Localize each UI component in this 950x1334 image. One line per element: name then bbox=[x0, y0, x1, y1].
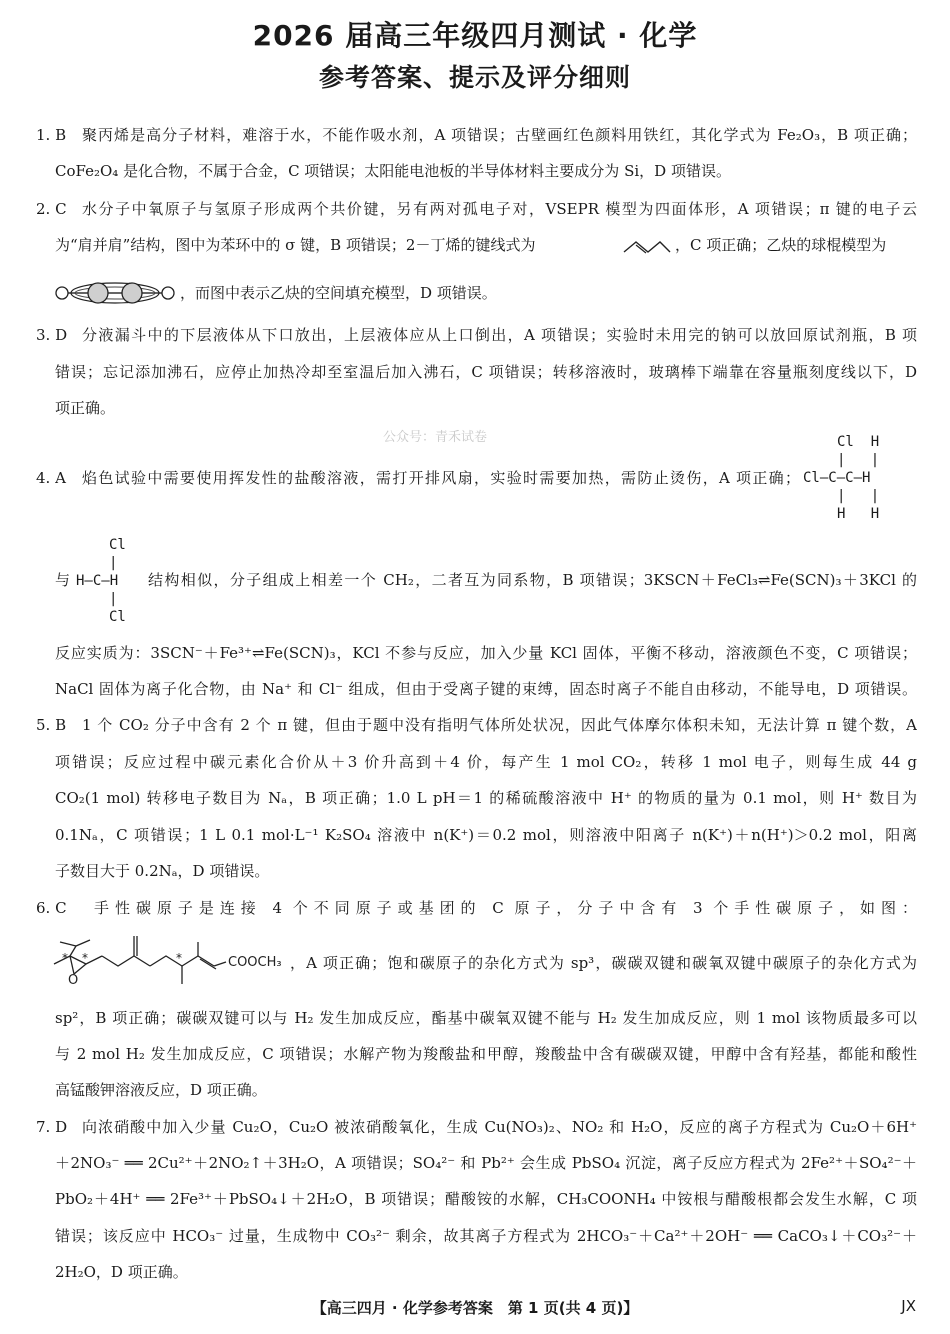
answer-6-line-4: 与 2 mol H₂ 发生加成反应，C 项错误；水解产物为羧酸盐和甲醇，羧酸盐中含有碳碳双键，甲醇中含有羟基，都能和酸性 bbox=[55, 1045, 917, 1063]
answer-3-number: 3. D bbox=[36, 326, 68, 344]
answer-6-number: 6. C bbox=[36, 899, 67, 917]
answer-4-line-4: 反应实质为：3SCN⁻＋Fe³⁺⇌Fe(SCN)₃，KCl 不参与反应，加入少量 KCl 固体，平衡不移动，溶液颜色不变，C 项错误； bbox=[55, 644, 917, 662]
structure-bottom-row: Cl bbox=[109, 609, 126, 625]
answer-7-line-1: 向浓硝酸中加入少量 Cu₂O，Cu₂O 被浓硝酸氧化，生成 Cu(NO₃)₂、NO₂ 和 H₂O，反应的离子方程式为 Cu₂O＋6H⁺ bbox=[82, 1118, 917, 1136]
structure-top-row: Cl bbox=[109, 537, 126, 553]
answer-2-line-3: ，C 项正确；乙炔的球棍模型为 bbox=[675, 236, 887, 254]
answer-5-line-5: 子数目大于 0.2Nₐ，D 项错误。 bbox=[55, 862, 270, 880]
answer-2-line-4: ，而图中表示乙炔的空间填充模型，D 项错误。 bbox=[180, 284, 497, 302]
answer-7-number: 7. D bbox=[36, 1118, 68, 1136]
answer-6-line-1: 手性碳原子是连接 4 个不同原子或基团的 C 原子，分子中含有 3 个手性碳原子，如图： bbox=[94, 899, 917, 917]
butene-skeletal-icon bbox=[622, 236, 672, 258]
answer-6-line-5: 高锰酸钾溶液反应，D 项正确。 bbox=[55, 1081, 267, 1099]
structure-bond-row: | bbox=[109, 555, 118, 571]
answer-5-line-1: 1 个 CO₂ 分子中含有 2 个 π 键，但由于题中没有指明气体所处状况，因此气体摩尔体积未知，无法计算 π 键个数，A bbox=[82, 716, 917, 734]
answer-3-line-3: 项正确。 bbox=[55, 399, 116, 417]
structure-bond-row: | | bbox=[837, 488, 880, 504]
answer-2-line-2: 为“肩并肩”结构，图中为苯环中的 σ 键，B 项错误；2－丁烯的键线式为 bbox=[55, 236, 536, 254]
answer-5-line-3: CO₂(1 mol) 转移电子数目为 Nₐ，B 项正确；1.0 L pH＝1 的稀硫酸溶液中 H⁺ 的物质的量为 0.1 mol，则 H⁺ 数目为 bbox=[55, 789, 917, 807]
footer-code: JX bbox=[901, 1297, 916, 1315]
page-footer: 【高三四月 · 化学参考答案 第 1 页(共 4 页)】 bbox=[311, 1299, 639, 1317]
answer-1-line-1: 聚丙烯是高分子材料，难溶于水，不能作吸水剂，A 项错误；古壁画红色颜料用铁红，其化学式为 Fe₂O₃，B 项正确； bbox=[82, 126, 917, 144]
answer-2-line-1: 水分子中氧原子与氢原子形成两个共价键，另有两对孤电子对，VSEPR 模型为四面体形，A 项错误；π 键的电子云 bbox=[82, 200, 917, 218]
structure-middle-row: H—C—H bbox=[76, 573, 119, 589]
answer-7-line-4: 错误；该反应中 HCO₃⁻ 过量，生成物中 CO₃²⁻ 剩余，故其离子方程式为 2HCO₃⁻＋Ca²⁺＋2OH⁻ ══ CaCO₃↓＋CO₃²⁻＋ bbox=[55, 1227, 917, 1245]
chiral-mark: * bbox=[82, 951, 88, 965]
ester-structure-diagram bbox=[50, 928, 290, 990]
answer-5-number: 5. B bbox=[36, 716, 67, 734]
structure-bond-row: | bbox=[109, 591, 118, 607]
answer-4-line-1: 焰色试验中需要使用挥发性的盐酸溶液，需打开排风扇，实验时需要加热，需防止烫伤，A 项正确； bbox=[82, 469, 800, 487]
ester-group-label: COOCH₃ bbox=[228, 955, 282, 970]
answer-4-number: 4. A bbox=[36, 469, 66, 487]
answer-1-number: 1. B bbox=[36, 126, 67, 144]
answer-2-number: 2. C bbox=[36, 200, 67, 218]
acetylene-space-filling-model bbox=[52, 280, 180, 306]
structure-middle-row: Cl—C—C—H bbox=[803, 470, 871, 486]
epoxide-oxygen-label: O bbox=[68, 973, 79, 988]
answer-6-line-2: ，A 项正确；饱和碳原子的杂化方式为 sp³，碳碳双键和碳氧双键中碳原子的杂化方式为 bbox=[290, 954, 917, 972]
answer-7-line-2: ＋2NO₃⁻ ══ 2Cu²⁺＋2NO₂↑＋3H₂O，A 项错误；SO₄²⁻ 和 Pb²⁺ 会生成 PbSO₄ 沉淀，离子反应方程式为 2Fe²⁺＋SO₄²⁻＋ bbox=[55, 1154, 917, 1172]
answer-7-line-5: 2H₂O，D 项正确。 bbox=[55, 1263, 188, 1281]
page-subtitle: 参考答案、提示及评分细则 bbox=[318, 63, 631, 92]
answer-5-line-2: 项错误；反应过程中碳元素化合价从＋3 价升高到＋4 价，每产生 1 mol CO₂，转移 1 mol 电子，则每生成 44 g bbox=[55, 753, 917, 771]
dichloroethane-structure bbox=[803, 433, 879, 523]
page-title: 2026 届高三年级四月测试 · 化学 bbox=[252, 19, 698, 52]
answer-3-line-1: 分液漏斗中的下层液体从下口放出，上层液体应从上口倒出，A 项错误；实验时未用完的钠可以放回原试剂瓶，B 项 bbox=[82, 326, 917, 344]
answer-6-line-3: sp²，B 项正确；碳碳双键可以与 H₂ 发生加成反应，酯基中碳氧双键不能与 H₂ 发生加成反应，则 1 mol 该物质最多可以 bbox=[55, 1009, 917, 1027]
answer-7-line-3: PbO₂＋4H⁺ ══ 2Fe³⁺＋PbSO₄↓＋2H₂O，B 项错误；醋酸铵的水解，CH₃COONH₄ 中铵根与醋酸根都会发生水解，C 项 bbox=[55, 1190, 917, 1208]
answer-1-line-2: CoFe₂O₄ 是化合物，不属于合金，C 项错误；太阳能电池板的半导体材料主要成分为 Si，D 项错误。 bbox=[55, 162, 731, 180]
answer-4-line-5: NaCl 固体为离子化合物，由 Na⁺ 和 Cl⁻ 组成，但由于受离子键的束缚，固态时离子不能自由移动，不能导电，D 项错误。 bbox=[55, 680, 917, 698]
chiral-mark: * bbox=[176, 951, 182, 965]
dichloromethane-structure bbox=[76, 536, 126, 626]
answer-4-line-2: 与 bbox=[55, 571, 71, 589]
structure-top-row: Cl H bbox=[837, 434, 880, 450]
answer-5-line-4: 0.1Nₐ，C 项错误；1 L 0.1 mol·L⁻¹ K₂SO₄ 溶液中 n(K⁺)＝0.2 mol，则溶液中阳离子 n(K⁺)＋n(H⁺)＞0.2 mol，阳离 bbox=[55, 826, 917, 844]
answer-4-line-3: 结构相似，分子组成上相差一个 CH₂，二者互为同系物，B 项错误；3KSCN＋FeCl₃⇌Fe(SCN)₃＋3KCl 的 bbox=[148, 571, 917, 589]
chiral-mark: * bbox=[62, 951, 68, 965]
answer-3-line-2: 错误；忘记添加沸石，应停止加热冷却至室温后加入沸石，C 项错误；转移溶液时，玻璃棒下端靠在容量瓶刻度线以下，D bbox=[55, 363, 917, 381]
structure-bond-row: | | bbox=[837, 452, 880, 468]
structure-bottom-row: H H bbox=[837, 506, 880, 522]
watermark: 公众号：青禾试卷 bbox=[383, 430, 488, 445]
